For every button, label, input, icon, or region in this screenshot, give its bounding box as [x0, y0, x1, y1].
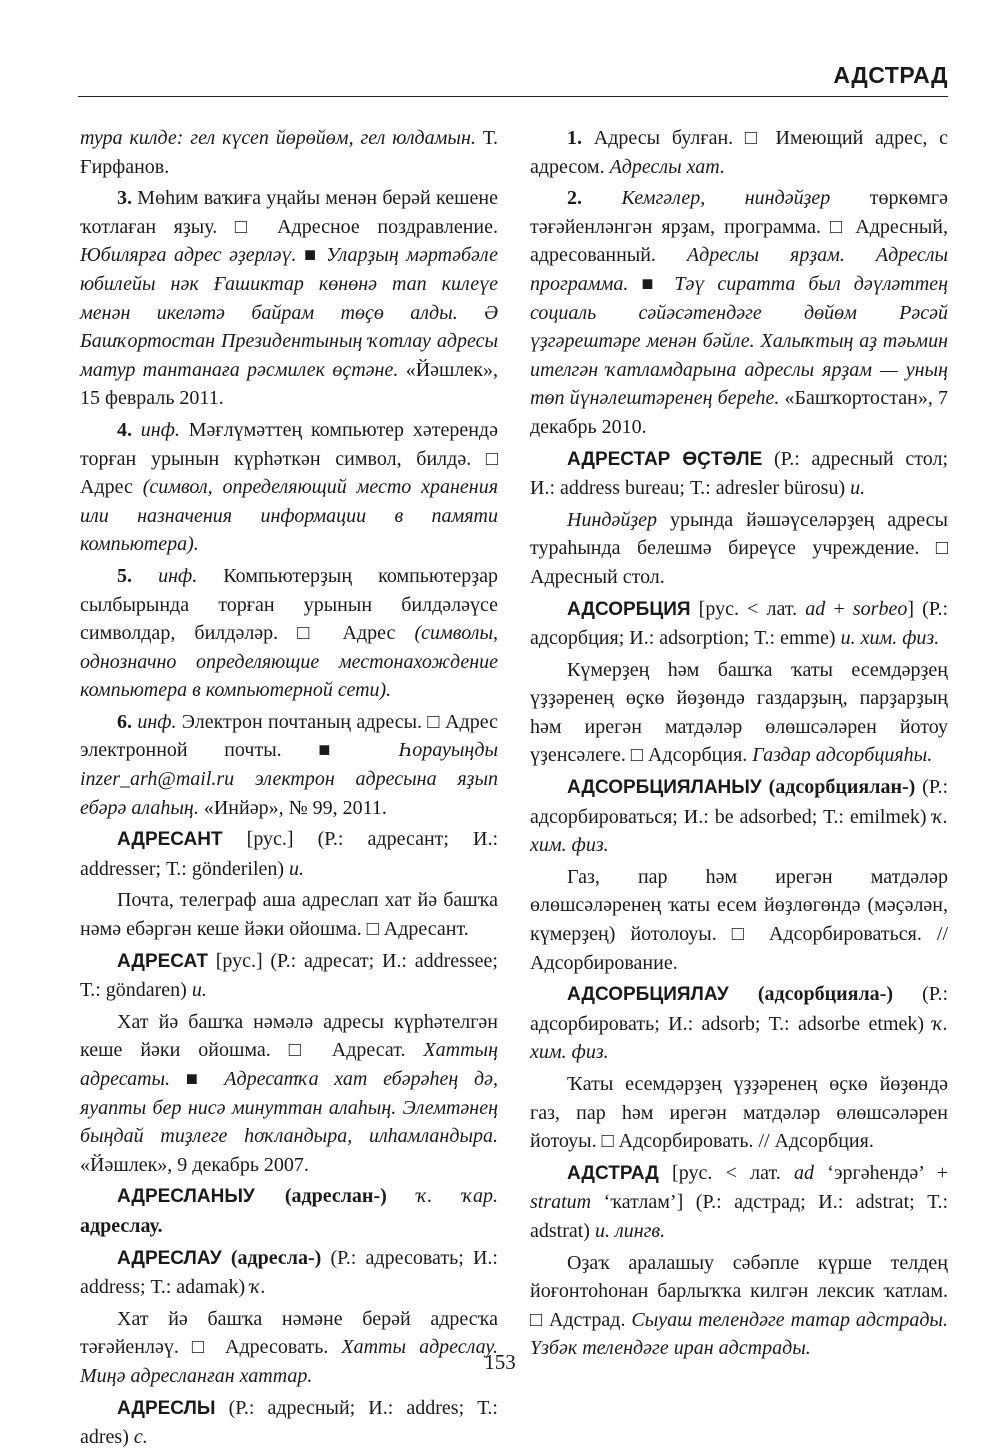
entry-text: Сыуаш телендәге татар адстрады. Үзбәк телендәге иран адстрады. — [530, 1308, 948, 1360]
entry-text: stratum — [530, 1191, 592, 1214]
running-head: АДСТРАД — [833, 62, 948, 88]
entry-text: с. — [133, 1426, 148, 1449]
entry-text: Ниндәйҙер — [567, 508, 658, 531]
entry-text: sorbeo — [852, 597, 908, 620]
entry-text: Т. Ғирфанов. — [80, 127, 499, 178]
entry-text: адреслау. — [80, 1214, 163, 1237]
entry-text: 4. — [117, 418, 132, 441]
entry-text: Кемгәлер, ниндәйҙер — [582, 187, 831, 210]
dictionary-paragraph — [80, 184, 498, 413]
dictionary-paragraph — [80, 1244, 498, 1302]
entry-text: ҡ. ҡар. — [386, 1185, 498, 1208]
entry-text: (Р.: адсорбировать; И.: adsorb; Т.: adsorbe etmek) — [530, 983, 949, 1035]
entry-text: (Р.: адресовать; И.: address; Т.: adamak) — [80, 1246, 498, 1299]
entry-text: ■ — [170, 1068, 225, 1090]
header-rule — [78, 96, 948, 97]
entry-text: и. — [850, 477, 866, 500]
entry-text: 5. — [117, 564, 132, 587]
entry-text: «Башҡортостан», 7 декабрь 2010. — [530, 387, 948, 438]
entry-text: [рус. < лат. — [690, 597, 806, 620]
entry-text: ҡ. — [250, 1276, 266, 1299]
entry-headword: АДРЕСЛАНЫУ — [117, 1186, 255, 1208]
dictionary-paragraph — [530, 595, 948, 653]
entry-text: 1. — [567, 127, 582, 149]
entry-text: Юбилярға адрес әҙерләү. — [80, 244, 297, 267]
dictionary-paragraph — [530, 184, 948, 441]
dictionary-paragraph — [530, 1249, 948, 1363]
entry-text: [рус.] (Р.: адресант; И.: addresser; Т.: gönderilen) — [80, 828, 498, 880]
dictionary-paragraph — [80, 947, 498, 1005]
entry-text: (символы, однозначно определяющие местонахождение компьютера в компьютерной сети). — [80, 622, 498, 702]
entry-headword: АДСТРАД — [567, 1162, 659, 1184]
entry-text: Тәү сиратта был дәүләттең социаль сәйәсәтендәге дөйөм Рәсәй үҙгәрештәре менән бәйле. Халыҡтың аҙ тәьмин ителгән ҡатламдарына адреслы ярҙам — уның төп йүнәлештәренең береһе. — [530, 272, 948, 410]
entry-text: «Йәшлек», 15 февраль 2011. — [80, 358, 499, 410]
entry-text: инф. — [132, 710, 177, 733]
entry-text: Ҡаты есемдәрҙең үҙҙәренең өҫкө йөҙөндә газ, пар һәм ирегән матдәләр өлөшсәләрен йотоуы. □ Адсорбировать. // Адсорбция. — [530, 1073, 948, 1153]
left-column — [80, 124, 498, 1452]
entry-text: инф. — [132, 418, 180, 441]
entry-text: Хатты адреслау. Миңә адресланған хаттар. — [80, 1336, 498, 1387]
entry-text: ■ — [628, 272, 675, 295]
entry-text: төркөмгә тәғәйенләнгән ярҙам, программа. □ Адресный, адресованный. — [530, 187, 949, 267]
entry-text: Электрон почтаның адресы. □ Адрес электронной почты. ■ — [80, 710, 498, 762]
dictionary-paragraph — [80, 1305, 498, 1391]
entry-text: (адсорбцияла-) — [728, 983, 894, 1006]
entry-text: (Р.: адресный стол; И.: address bureau; Т.: adresler bürosu) — [530, 447, 949, 500]
entry-text: Оҙаҡ аралашыу сәбәпле күрше телдең йоғонтоһонан барлыҡҡа килгән лексик ҡатлам. □ Адстрад. — [530, 1251, 948, 1331]
dictionary-paragraph — [80, 124, 498, 181]
dictionary-paragraph — [80, 886, 498, 943]
dictionary-paragraph — [530, 124, 948, 181]
entry-text: и. — [289, 857, 305, 880]
entry-text: [рус. < лат. — [658, 1161, 795, 1184]
entry-text: ] (Р.: адсорбция; И.: adsorption; Т.: emme) — [530, 597, 949, 650]
entry-text: ҡ. хим. физ. — [530, 1012, 948, 1064]
dictionary-paragraph — [80, 825, 498, 883]
dictionary-paragraph — [530, 506, 948, 592]
entry-text: (адресла-) — [221, 1246, 322, 1269]
entry-text: ad — [794, 1161, 815, 1184]
entry-headword: АДСОРБЦИЯЛАНЫУ — [567, 777, 762, 799]
entry-text: Адресы булған. □ Имеющий адрес, с адресом. — [530, 127, 948, 178]
entry-text: (адреслан-) — [254, 1185, 387, 1208]
dictionary-paragraph — [80, 708, 498, 822]
entry-text: Компьютерҙың компьютерҙар сылбырында торған урынын билдәләүсе символдар, билдәләр. □ Адрес — [80, 564, 499, 645]
entry-text: Газдар адсорбцияһы. — [752, 744, 933, 767]
entry-text: ‘эргәһендә’ + — [814, 1161, 948, 1184]
dictionary-paragraph — [530, 863, 948, 977]
entry-headword: АДРЕСТАР ӨҪТӘЛЕ — [567, 448, 763, 470]
dictionary-paragraph — [530, 656, 948, 770]
entry-text: Мөһим ваҡиға уңайы менән берәй кешене ҡотлаған яҙыу. □ Адресное поздравление. — [80, 187, 498, 238]
dictionary-paragraph — [530, 445, 948, 503]
entry-text: (адсорбциялан-) — [761, 776, 916, 799]
entry-text: Газ, пар һәм ирегән матдәләр өлөшсәләренең ҡаты есем йөҙлөгөндә (мәҫәлән, күмерҙең) йотолоуы. □ Адсорбироваться. // Адсорбирование. — [530, 865, 948, 974]
page-number: 153 — [484, 1350, 516, 1374]
entry-text: Хат йә башҡа нәмәлә адресы күрһәтелгән кеше йәки ойошма. □ Адресат. — [80, 1010, 498, 1062]
dictionary-paragraph — [530, 980, 948, 1067]
entry-text: 6. — [117, 710, 132, 733]
entry-text: и. хим. физ. — [840, 627, 940, 650]
entry-text: и. лингв. — [594, 1219, 666, 1242]
entry-text: Уларҙың мәртәбәле юбилейы нәк Ғашиктар көнөнә тап килеүе менән икеләтә байрам төҫө алды. Ә Башҡортостан Президентының ҡотлау адресы матур тантанаға рәсмилек өҫтәне. — [80, 244, 498, 381]
dictionary-paragraph — [80, 1394, 498, 1452]
entry-text: 3. — [117, 187, 132, 210]
entry-text: + — [825, 597, 853, 620]
entry-text: Адреслы ярҙам. Адреслы программа. — [530, 244, 948, 295]
entry-text: Мәғлүмәттең компьютер хәтерендә торған урынын күрһәткән символ, билдә. □ Адрес — [80, 418, 498, 499]
entry-headword: АДСОРБЦИЯ — [567, 598, 691, 620]
entry-text: Адресатҡа хат ебәрәһең дә, яуапты бер нисә минуттан алаһың. Элемтәнең быңдай тиҙлеге һоҡландыра, илһамландыра. — [80, 1068, 498, 1148]
entry-text: 2. — [567, 187, 582, 210]
right-column — [530, 124, 948, 1363]
entry-text: инф. — [132, 564, 198, 587]
entry-text: (Р.: адсорбироваться; И.: be adsorbed; Т.: emilmek) — [530, 776, 948, 828]
entry-text: ҡ. хим. физ. — [530, 805, 948, 857]
entry-text: урында йәшәүселәрҙең адресы тураһында белешмә биреүсе учреждение. □ Адресный стол. — [530, 508, 948, 588]
entry-headword: АДРЕСЛЫ — [117, 1397, 216, 1419]
entry-text: Почта, телеграф аша адреслап хат йә башҡа нәмә ебәргән кеше йәки ойошма. □ Адресант. — [80, 889, 498, 941]
entry-text: Күмерҙең һәм башҡа ҡаты есемдәрҙең үҙҙәренең өҫкө йөҙөндә газдарҙың, парҙарҙың һәм ирегән матдәләр өлөшсәләрен йотоу үҙенсәлеге. □ Адсорбция. — [530, 658, 948, 767]
entry-headword: АДСОРБЦИЯЛАУ — [567, 984, 729, 1006]
entry-headword: АДРЕСАНТ — [117, 829, 223, 851]
entry-text: Хат йә башҡа нәмәне берәй адресҡа тәғәйенләү. □ Адресовать. — [80, 1307, 498, 1359]
entry-headword: АДРЕСЛАУ — [117, 1247, 222, 1269]
entry-text: «Йәшлек», 9 декабрь 2007. — [80, 1153, 309, 1176]
entry-text: (символ, определяющий место хранения или назначения информации в памяти компьютера). — [80, 476, 498, 556]
dictionary-paragraph — [80, 562, 498, 705]
entry-text: (Р.: адресный; И.: addres; Т.: adres) — [80, 1396, 498, 1449]
dictionary-paragraph — [80, 416, 498, 559]
entry-text: ‘ҡатлам’] (Р.: адстрад; И.: adstrat; Т.: adstrat) — [530, 1191, 948, 1242]
entry-headword: АДРЕСАТ — [117, 950, 208, 972]
dictionary-paragraph — [80, 1008, 498, 1180]
entry-text: Хаттың адресаты. — [80, 1039, 498, 1090]
entry-text: «Инйәр», № 99, 2011. — [198, 796, 387, 819]
entry-text: [рус.] (Р.: адресат; И.: addressee; Т.: göndaren) — [80, 949, 498, 1002]
dictionary-paragraph — [530, 1070, 948, 1156]
entry-text: Һорауыңды inzer_arh@mail.ru электрон адресына яҙып ебәрә алаһың. — [80, 739, 498, 819]
dictionary-paragraph — [530, 1159, 948, 1246]
dictionary-paragraph — [80, 1182, 498, 1240]
entry-text: тура килде: гел күсеп йөрөйөм, гел юлдамын. — [80, 127, 476, 149]
entry-text: ■ — [296, 244, 327, 267]
dictionary-paragraph — [530, 773, 948, 860]
entry-text: Адреслы хат. — [609, 155, 725, 178]
entry-text: и. — [191, 979, 207, 1002]
entry-text: ad — [805, 597, 826, 620]
